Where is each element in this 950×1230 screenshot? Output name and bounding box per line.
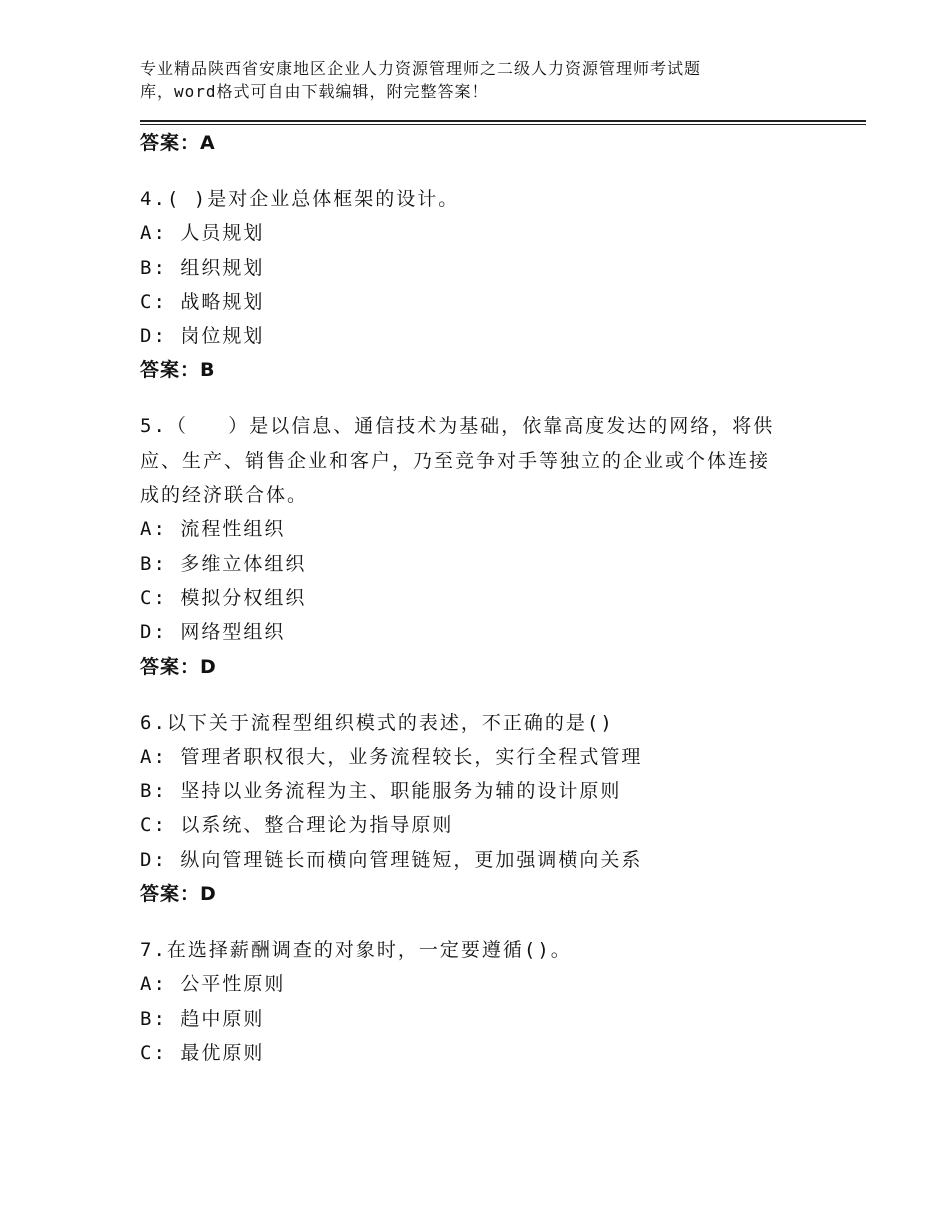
question-5 [140, 409, 840, 683]
question-stem-line: 应、生产、销售企业和客户，乃至竞争对手等独立的企业或个体连接 [140, 449, 771, 472]
option-c: C: 战略规划 [140, 290, 265, 313]
option-d: D: 岗位规划 [140, 325, 265, 348]
option-c: C: 以系统、整合理论为指导原则 [140, 814, 454, 837]
option-a: A: 管理者职权很大，业务流程较长，实行全程式管理 [140, 745, 643, 768]
header-line-1: 专业精品陕西省安康地区企业人力资源管理师之二级人力资源管理师考试题 [140, 59, 702, 78]
question-stem: 6.以下关于流程型组织模式的表述，不正确的是() [140, 711, 614, 734]
answer-label: 答案：B [140, 359, 216, 382]
option-a: A: 流程性组织 [140, 518, 286, 541]
header-line-2: 库，word格式可自由下载编辑，附完整答案！ [140, 82, 489, 101]
answer-label: 答案：A [140, 132, 216, 154]
page-header [140, 57, 840, 103]
question-list [140, 126, 840, 1070]
option-c: C: 最优原则 [140, 1041, 265, 1064]
question-4 [140, 182, 840, 387]
option-d: D: 网络型组织 [140, 621, 286, 644]
option-b: B: 多维立体组织 [140, 552, 307, 575]
question-stem-line: 5.（ ）是以信息、通信技术为基础，依靠高度发达的网络，将供 [140, 415, 775, 438]
answer-label: 答案：D [140, 883, 217, 906]
option-a: A: 人员规划 [140, 222, 265, 245]
answer-label: 答案：D [140, 655, 217, 678]
option-a: A: 公平性原则 [140, 973, 286, 996]
question-stem: 7.在选择薪酬调查的对象时，一定要遵循()。 [140, 939, 572, 962]
option-c: C: 模拟分权组织 [140, 586, 307, 609]
question-7 [140, 933, 840, 1070]
option-d: D: 纵向管理链长而横向管理链短，更加强调横向关系 [140, 848, 643, 871]
option-b: B: 坚持以业务流程为主、职能服务为辅的设计原则 [140, 780, 622, 803]
option-b: B: 趋中原则 [140, 1007, 265, 1030]
question-stem-line: 成的经济联合体。 [140, 484, 309, 507]
question-6 [140, 706, 840, 911]
question-stem: 4.( )是对企业总体框架的设计。 [140, 188, 460, 210]
option-b: B: 组织规划 [140, 256, 265, 279]
